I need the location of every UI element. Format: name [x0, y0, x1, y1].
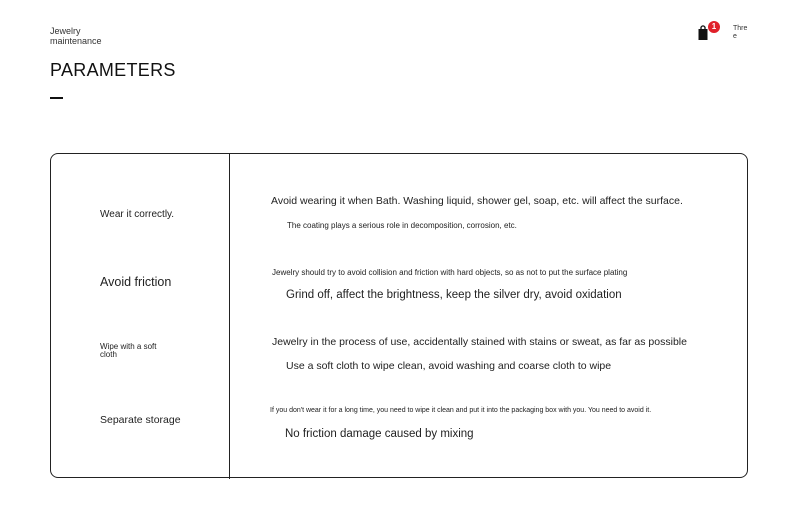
brand-text[interactable]: Jewelry maintenance — [50, 26, 102, 46]
row-label-friction: Avoid friction — [100, 275, 172, 289]
page-title: PARAMETERS — [50, 60, 176, 80]
row-desc-storage-line2: No friction damage caused by mixing — [285, 428, 474, 440]
row-label-wipe: Wipe with a soft cloth — [100, 342, 157, 359]
title-underline — [50, 97, 63, 99]
row-label-storage: Separate storage — [100, 414, 181, 426]
row-desc-wear-line1: Avoid wearing it when Bath. Washing liquid, shower gel, soap, etc. will affect the surface. — [271, 195, 683, 207]
row-label-wear: Wear it correctly. — [100, 209, 175, 220]
row-desc-friction-line2: Grind off, affect the brightness, keep the silver dry, avoid oxidation — [286, 289, 622, 301]
cart-count-badge: 1 — [708, 21, 720, 33]
row-desc-wipe-line2: Use a soft cloth to wipe clean, avoid washing and coarse cloth to wipe — [286, 360, 612, 372]
row-desc-storage-line1: If you don't wear it for a long time, you need to wipe it clean and put it into the packaging box with you. You need to avoid it. — [270, 407, 652, 414]
top-nav-link[interactable]: Three — [733, 25, 748, 40]
panel-column-divider — [229, 153, 230, 479]
row-desc-wear-line2: The coating plays a serious role in decomposition, corrosion, etc. — [287, 221, 517, 230]
row-desc-wipe-line1: Jewelry in the process of use, accidentally stained with stains or sweat, as far as possible — [272, 336, 687, 348]
row-desc-friction-line1: Jewelry should try to avoid collision and friction with hard objects, so as not to put the surface plating — [272, 268, 628, 277]
